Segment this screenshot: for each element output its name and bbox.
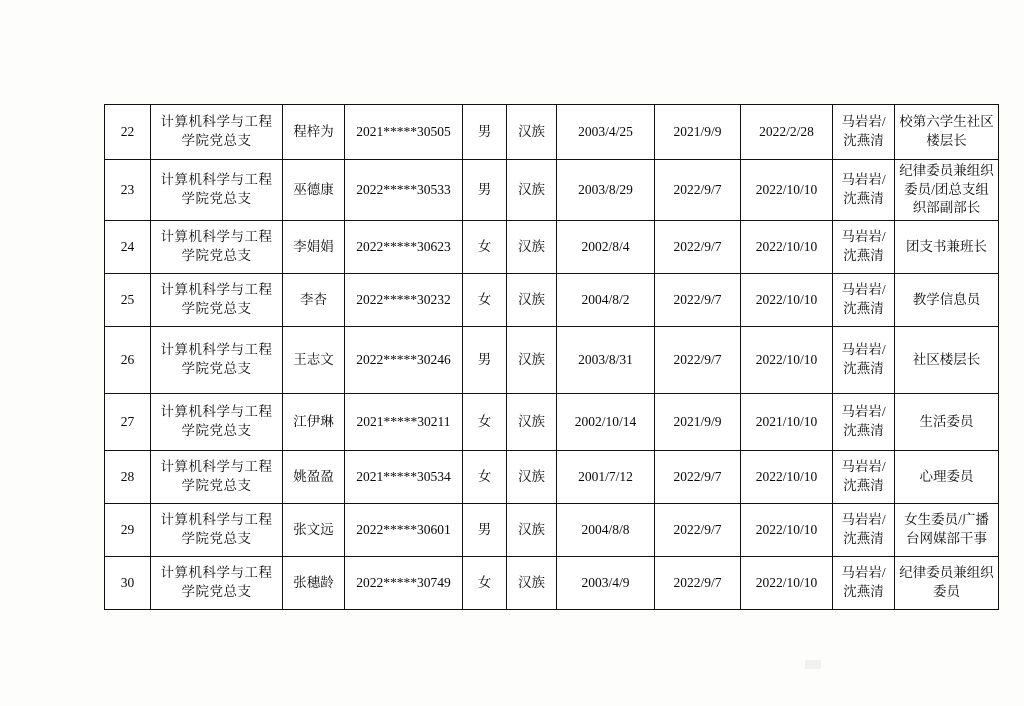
cell-student-id: 2022*****30601 — [345, 503, 463, 556]
cell-index: 28 — [105, 450, 151, 503]
cell-student-id: 2021*****30534 — [345, 450, 463, 503]
cell-gender: 女 — [463, 556, 507, 609]
cell-full-member-date: 2022/10/10 — [741, 503, 833, 556]
cell-gender: 女 — [463, 220, 507, 273]
cell-name: 姚盈盈 — [283, 450, 345, 503]
cell-name: 张文远 — [283, 503, 345, 556]
cell-name: 王志文 — [283, 326, 345, 393]
table-row — [105, 556, 999, 609]
cell-duty: 校第六学生社区楼层长 — [895, 105, 999, 160]
cell-full-member-date: 2022/10/10 — [741, 326, 833, 393]
cell-birth-date: 2003/4/25 — [557, 105, 655, 160]
cell-duty: 女生委员/广播台网媒部干事 — [895, 503, 999, 556]
cell-index: 23 — [105, 160, 151, 221]
cell-ethnicity: 汉族 — [507, 105, 557, 160]
cell-birth-date: 2004/8/2 — [557, 273, 655, 326]
cell-birth-date: 2001/7/12 — [557, 450, 655, 503]
cell-introducer: 马岩岩/沈燕清 — [833, 220, 895, 273]
table-row — [105, 503, 999, 556]
cell-birth-date: 2004/8/8 — [557, 503, 655, 556]
cell-name: 李娟娟 — [283, 220, 345, 273]
cell-introducer: 马岩岩/沈燕清 — [833, 393, 895, 450]
cell-name: 李杏 — [283, 273, 345, 326]
cell-gender: 男 — [463, 105, 507, 160]
cell-name: 巫德康 — [283, 160, 345, 221]
cell-duty: 团支书兼班长 — [895, 220, 999, 273]
cell-student-id: 2022*****30623 — [345, 220, 463, 273]
cell-birth-date: 2003/8/29 — [557, 160, 655, 221]
cell-introducer: 马岩岩/沈燕清 — [833, 160, 895, 221]
cell-ethnicity: 汉族 — [507, 160, 557, 221]
party-member-roster-table — [104, 104, 999, 610]
cell-full-member-date: 2022/10/10 — [741, 556, 833, 609]
cell-join-date: 2022/9/7 — [655, 450, 741, 503]
table-row — [105, 160, 999, 221]
cell-birth-date: 2003/8/31 — [557, 326, 655, 393]
cell-ethnicity: 汉族 — [507, 273, 557, 326]
cell-branch: 计算机科学与工程学院党总支 — [151, 556, 283, 609]
cell-duty: 社区楼层长 — [895, 326, 999, 393]
cell-gender: 男 — [463, 160, 507, 221]
cell-birth-date: 2002/10/14 — [557, 393, 655, 450]
cell-name: 江伊琳 — [283, 393, 345, 450]
cell-full-member-date: 2022/2/28 — [741, 105, 833, 160]
cell-index: 29 — [105, 503, 151, 556]
cell-index: 24 — [105, 220, 151, 273]
cell-index: 30 — [105, 556, 151, 609]
cell-full-member-date: 2022/10/10 — [741, 160, 833, 221]
cell-duty: 纪律委员兼组织委员 — [895, 556, 999, 609]
cell-student-id: 2021*****30505 — [345, 105, 463, 160]
cell-introducer: 马岩岩/沈燕清 — [833, 556, 895, 609]
cell-branch: 计算机科学与工程学院党总支 — [151, 273, 283, 326]
table-row — [105, 105, 999, 160]
cell-index: 22 — [105, 105, 151, 160]
cell-join-date: 2022/9/7 — [655, 556, 741, 609]
cell-duty: 生活委员 — [895, 393, 999, 450]
cell-join-date: 2022/9/7 — [655, 160, 741, 221]
cell-duty: 教学信息员 — [895, 273, 999, 326]
cell-gender: 女 — [463, 393, 507, 450]
cell-join-date: 2021/9/9 — [655, 393, 741, 450]
cell-gender: 男 — [463, 503, 507, 556]
cell-ethnicity: 汉族 — [507, 503, 557, 556]
scan-artifact — [805, 660, 821, 669]
cell-ethnicity: 汉族 — [507, 556, 557, 609]
cell-duty: 纪律委员兼组织委员/团总支组织部副部长 — [895, 160, 999, 221]
cell-join-date: 2022/9/7 — [655, 220, 741, 273]
cell-index: 25 — [105, 273, 151, 326]
cell-introducer: 马岩岩/沈燕清 — [833, 326, 895, 393]
cell-branch: 计算机科学与工程学院党总支 — [151, 450, 283, 503]
cell-branch: 计算机科学与工程学院党总支 — [151, 105, 283, 160]
cell-birth-date: 2002/8/4 — [557, 220, 655, 273]
cell-gender: 男 — [463, 326, 507, 393]
cell-student-id: 2021*****30211 — [345, 393, 463, 450]
cell-branch: 计算机科学与工程学院党总支 — [151, 220, 283, 273]
cell-join-date: 2022/9/7 — [655, 273, 741, 326]
cell-student-id: 2022*****30749 — [345, 556, 463, 609]
cell-gender: 女 — [463, 450, 507, 503]
cell-full-member-date: 2022/10/10 — [741, 220, 833, 273]
cell-gender: 女 — [463, 273, 507, 326]
cell-branch: 计算机科学与工程学院党总支 — [151, 393, 283, 450]
cell-duty: 心理委员 — [895, 450, 999, 503]
table-row — [105, 450, 999, 503]
table-row — [105, 220, 999, 273]
cell-full-member-date: 2021/10/10 — [741, 393, 833, 450]
table-row — [105, 393, 999, 450]
roster-table-body — [105, 105, 999, 610]
table-row — [105, 326, 999, 393]
cell-index: 26 — [105, 326, 151, 393]
cell-student-id: 2022*****30533 — [345, 160, 463, 221]
cell-ethnicity: 汉族 — [507, 393, 557, 450]
cell-name: 张穗龄 — [283, 556, 345, 609]
cell-join-date: 2022/9/7 — [655, 326, 741, 393]
cell-ethnicity: 汉族 — [507, 450, 557, 503]
cell-introducer: 马岩岩/沈燕清 — [833, 105, 895, 160]
cell-introducer: 马岩岩/沈燕清 — [833, 450, 895, 503]
cell-branch: 计算机科学与工程学院党总支 — [151, 326, 283, 393]
cell-full-member-date: 2022/10/10 — [741, 450, 833, 503]
table-row — [105, 273, 999, 326]
cell-student-id: 2022*****30246 — [345, 326, 463, 393]
cell-branch: 计算机科学与工程学院党总支 — [151, 160, 283, 221]
cell-name: 程梓为 — [283, 105, 345, 160]
cell-ethnicity: 汉族 — [507, 326, 557, 393]
cell-full-member-date: 2022/10/10 — [741, 273, 833, 326]
roster-table-container — [104, 104, 994, 610]
cell-join-date: 2022/9/7 — [655, 503, 741, 556]
cell-student-id: 2022*****30232 — [345, 273, 463, 326]
cell-introducer: 马岩岩/沈燕清 — [833, 273, 895, 326]
cell-index: 27 — [105, 393, 151, 450]
cell-ethnicity: 汉族 — [507, 220, 557, 273]
cell-join-date: 2021/9/9 — [655, 105, 741, 160]
cell-introducer: 马岩岩/沈燕清 — [833, 503, 895, 556]
cell-birth-date: 2003/4/9 — [557, 556, 655, 609]
cell-branch: 计算机科学与工程学院党总支 — [151, 503, 283, 556]
